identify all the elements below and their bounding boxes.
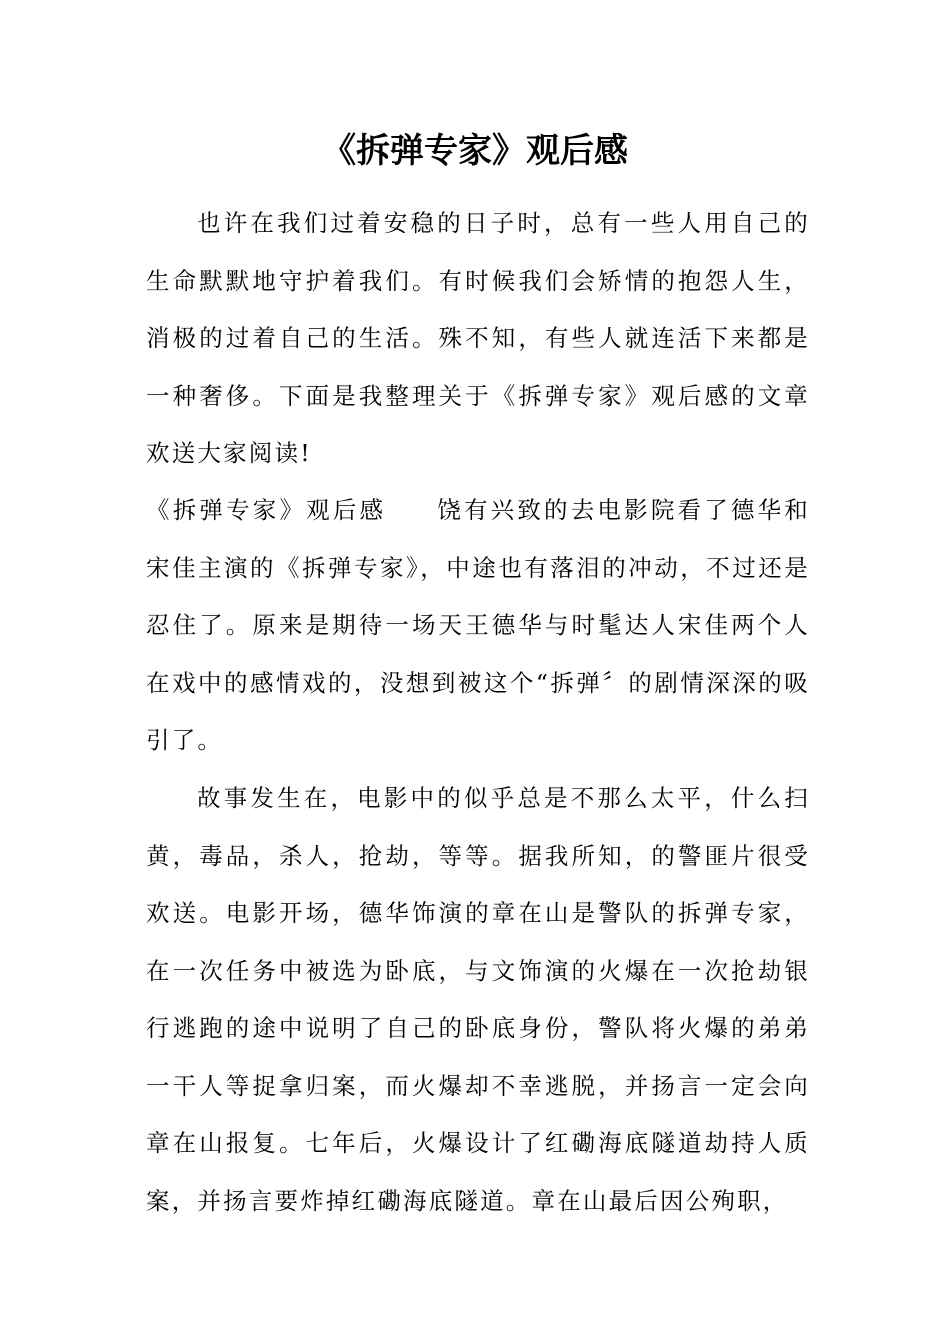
paragraph-review-opening <box>146 482 810 770</box>
section-heading: 《拆弹专家》观后感 <box>146 496 387 524</box>
document-title: 《拆弹专家》观后感 <box>322 131 628 171</box>
paragraph-review-opening-text: 饶有兴致的去电影院看了德华和宋佳主演的《拆弹专家》，中途也有落泪的冲动，不过还是忍住了。原来是期待一场天王德华与时髦达人宋佳两个人在戏中的感情戏的，没想到被这个“拆弹〞的剧情深深的吸引了。 <box>146 496 810 754</box>
paragraph-intro: 也许在我们过着安稳的日子时，总有一些人用自己的生命默默地守护着我们。有时候我们会矫情的抱怨人生，消极的过着自己的生活。殊不知，有些人就连活下来都是一种奢侈。下面是我整理关于《拆弹专家》观后感的文章欢送大家阅读! <box>146 209 810 467</box>
paragraph-story: 故事发生在，电影中的似乎总是不那么太平，什么扫黄，毒品，杀人，抢劫，等等。据我所知，的警匪片很受欢送。电影开场，德华饰演的章在山是警队的拆弹专家，在一次任务中被选为卧底，与文饰演的火爆在一次抢劫银行逃跑的途中说明了自己的卧底身份，警队将火爆的弟弟一干人等捉拿归案，而火爆却不幸逃脱，并扬言一定会向章在山报复。七年后，火爆设计了红磡海底隧道劫持人质案，并扬言要炸掉红磡海底隧道。章在山最后因公殉职， <box>146 784 810 1215</box>
